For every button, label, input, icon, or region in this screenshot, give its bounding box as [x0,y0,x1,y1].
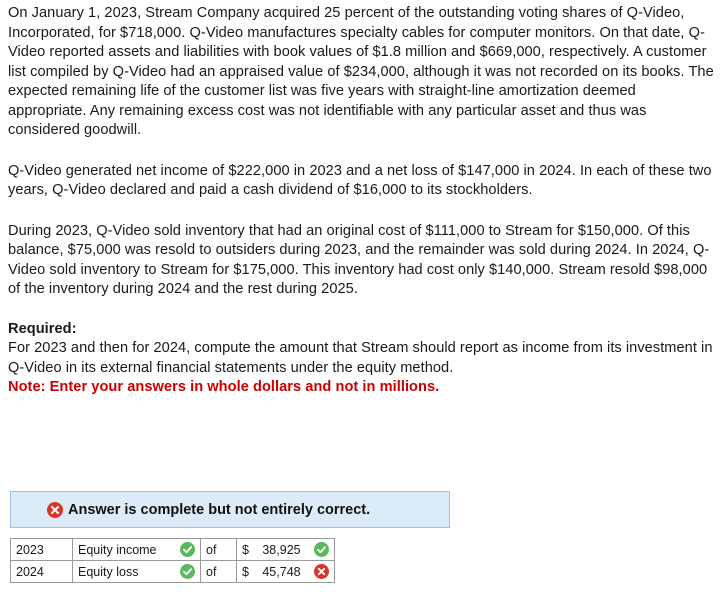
check-icon [180,542,195,557]
amount-value: 45,748 [262,564,301,579]
paragraph-inventory: During 2023, Q-Video sold inventory that had an original cost of $111,000 to Stream for $150,000. Of this balance, $75,000 was resold to outsiders during 2023, and the remainder was sold during 2024. In 2024, Q-Video sold inventory to Stream for $175,000. This inventory had cost only $140,000. Stream resold $98,000 of the inventory during 2024 and the rest during 2025. [8,222,710,297]
check-icon [314,542,329,557]
of-label: of [201,539,237,561]
answer-table [10,538,335,583]
amount-input[interactable] [237,561,335,583]
table-row [11,539,335,561]
paragraph-acquisition: On January 1, 2023, Stream Company acquired 25 percent of the outstanding voting shares of Q-Video, Incorporated, for $718,000. Q-Video manufactures specialty cables for computer monitors. On that date, Q-Video reported assets and liabilities with book values of $1.8 million and $669,000, respectively. A customer list compiled by Q-Video had an appraised value of $234,000, although it was not recorded on its books. The expected remaining life of the customer list was five years with straight-line amortization deemed appropriate. Any remaining excess cost was not identifiable with any particular asset and thus was considered goodwill. [8,5,714,138]
of-label: of [201,561,237,583]
currency-symbol: $ [242,564,249,579]
required-heading: Required: [8,320,77,337]
answer-status-text: Answer is complete but not entirely correct. [68,501,371,518]
amount-input[interactable] [237,539,335,561]
answer-status-banner [10,491,450,528]
error-x-icon [314,564,329,579]
table-row [11,561,335,583]
check-icon [180,564,195,579]
year-cell: 2023 [11,539,73,561]
paragraph-income: Q-Video generated net income of $222,000 in 2023 and a net loss of $147,000 in 2024. In each of these two years, Q-Video declared and paid a cash dividend of $16,000 to its stockholders. [8,162,712,198]
currency-symbol: $ [242,542,249,557]
amount-value: 38,925 [262,542,301,557]
income-type-value: Equity income [78,542,157,557]
year-cell: 2024 [11,561,73,583]
problem-text [8,4,714,398]
income-type-value: Equity loss [78,564,139,579]
income-type-dropdown[interactable] [73,561,201,583]
note-text: Note: Enter your answers in whole dollars and not in millions. [8,379,440,395]
income-type-dropdown[interactable] [73,539,201,561]
error-x-icon [47,502,63,518]
required-text: For 2023 and then for 2024, compute the amount that Stream should report as income from its investment in Q-Video in its external financial statements under the equity method. [8,340,713,376]
